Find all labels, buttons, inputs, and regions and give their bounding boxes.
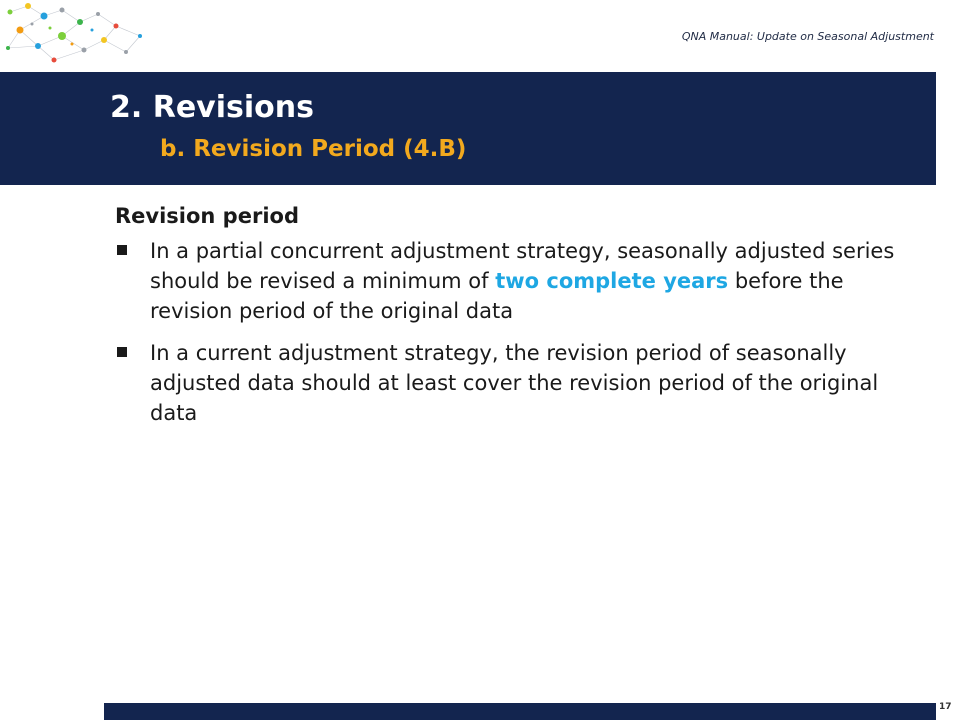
square-bullet-icon [117,245,127,255]
bullet-item-partial-concurrent [115,236,915,326]
footer-bar [104,703,936,720]
bullet-highlight: two complete years [495,269,729,293]
header-note: QNA Manual: Update on Seasonal Adjustment [681,30,934,43]
slide-subtitle: b. Revision Period (4.B) [160,136,467,162]
bullet-item-current-adjustment [115,338,915,428]
bullet-text-after: before the revision period of the original data [150,269,844,323]
title-band [0,72,936,185]
bullet-list [115,236,915,428]
bullet-text-before: In a partial concurrent adjustment strategy, seasonally adjusted series should be revised a minimum of [150,239,895,293]
network-globe-logo [0,0,150,72]
section-heading: Revision period [115,204,299,228]
page-number: 17 [939,702,952,712]
bullet-text: In a current adjustment strategy, the revision period of seasonally adjusted data should at least cover the revision period of the original data [150,341,879,425]
square-bullet-icon [117,347,127,357]
slide-title: 2. Revisions [110,90,314,125]
slide-content [115,204,915,440]
